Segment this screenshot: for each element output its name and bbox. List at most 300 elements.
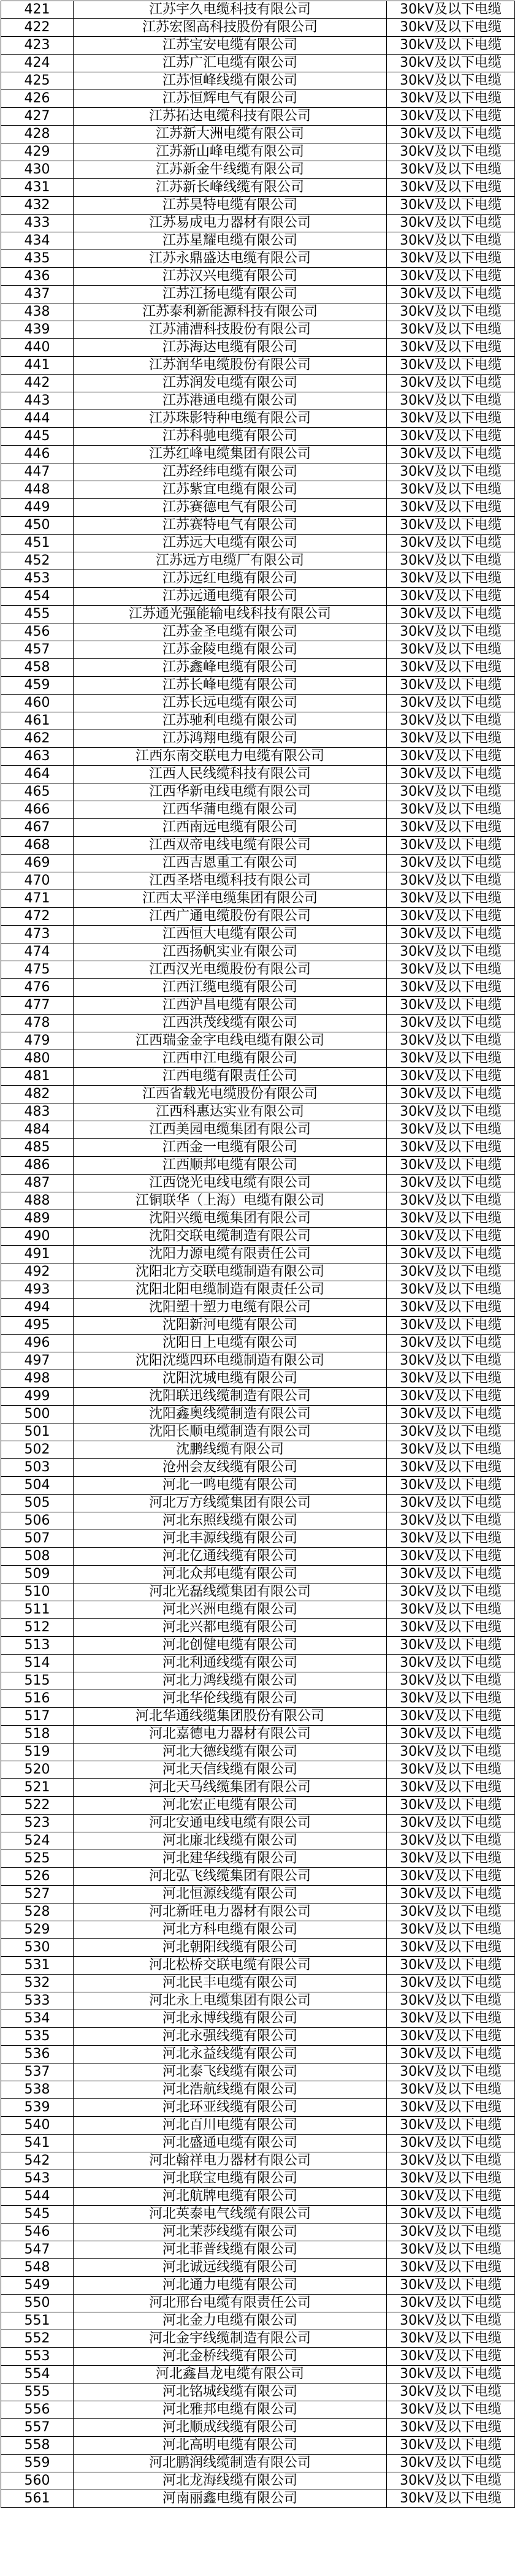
row-number: 505 [1,1495,74,1512]
company-name: 河北恒源线缆有限公司 [74,1886,387,1903]
table-row [1,1317,515,1335]
company-name: 江西沪昌电缆有限公司 [74,997,387,1015]
row-number: 483 [1,1103,74,1121]
row-number: 453 [1,570,74,588]
table-row [1,179,515,197]
product-category: 30kV及以下电缆 [387,855,515,872]
row-number: 500 [1,1406,74,1423]
company-name: 江西太平洋电缆集团有限公司 [74,890,387,908]
company-name: 沈阳沈缆四环电缆制造有限公司 [74,1352,387,1370]
row-number: 510 [1,1583,74,1601]
company-name: 河北永博线缆有限公司 [74,2010,387,2028]
product-category: 30kV及以下电缆 [387,90,515,108]
product-category: 30kV及以下电缆 [387,926,515,943]
company-name: 河北光磊线缆集团有限公司 [74,1583,387,1601]
row-number: 558 [1,2437,74,2455]
product-category: 30kV及以下电缆 [387,552,515,570]
product-category: 30kV及以下电缆 [387,1655,515,1672]
product-category: 30kV及以下电缆 [387,819,515,837]
product-category: 30kV及以下电缆 [387,2472,515,2490]
table-row [1,1192,515,1210]
row-number: 559 [1,2455,74,2472]
table-row [1,446,515,463]
row-number: 537 [1,2063,74,2081]
row-number: 481 [1,1068,74,1086]
company-name: 江西申江电缆有限公司 [74,1050,387,1068]
table-row [1,623,515,641]
product-category: 30kV及以下电缆 [387,1530,515,1548]
product-category: 30kV及以下电缆 [387,1939,515,1957]
row-number: 544 [1,2188,74,2206]
company-name: 河北鹏润线缆制造有限公司 [74,2455,387,2472]
row-number: 473 [1,926,74,943]
company-name: 江苏鸿翔电缆有限公司 [74,730,387,748]
table-row [1,1139,515,1157]
table-row [1,730,515,748]
table-row [1,1743,515,1761]
table-row [1,2419,515,2437]
company-name: 河北顺成线缆有限公司 [74,2419,387,2437]
row-number: 449 [1,499,74,517]
product-category: 30kV及以下电缆 [387,1175,515,1192]
row-number: 527 [1,1886,74,1903]
product-category: 30kV及以下电缆 [387,1299,515,1317]
product-category: 30kV及以下电缆 [387,730,515,748]
product-category: 30kV及以下电缆 [387,2170,515,2188]
product-category: 30kV及以下电缆 [387,1281,515,1299]
row-number: 546 [1,2224,74,2241]
company-name: 江苏长远电缆有限公司 [74,695,387,712]
product-category: 30kV及以下电缆 [387,1086,515,1103]
product-category: 30kV及以下电缆 [387,1015,515,1032]
company-name: 江西圣塔电缆科技有限公司 [74,872,387,890]
company-name: 沈阳新河电缆有限公司 [74,1317,387,1335]
company-name: 江苏新长峰线缆有限公司 [74,179,387,197]
table-row [1,641,515,659]
table-row [1,1583,515,1601]
row-number: 433 [1,215,74,232]
row-number: 430 [1,161,74,179]
table-row [1,819,515,837]
company-name: 河北永强线缆有限公司 [74,2028,387,2046]
row-number: 538 [1,2081,74,2099]
product-category: 30kV及以下电缆 [387,303,515,321]
company-name: 江西汉光电缆股份有限公司 [74,961,387,979]
product-category: 30kV及以下电缆 [387,1779,515,1797]
row-number: 494 [1,1299,74,1317]
table-row [1,2259,515,2277]
row-number: 550 [1,2295,74,2312]
company-name: 沈阳交联电缆制造有限公司 [74,1228,387,1246]
product-category: 30kV及以下电缆 [387,2188,515,2206]
company-name: 江西扬帆实业有限公司 [74,943,387,961]
row-number: 470 [1,872,74,890]
row-number: 435 [1,250,74,268]
company-name: 江苏昊特电缆有限公司 [74,197,387,215]
row-number: 530 [1,1939,74,1957]
row-number: 523 [1,1815,74,1832]
product-category: 30kV及以下电缆 [387,1210,515,1228]
company-name: 河北万方线缆集团有限公司 [74,1495,387,1512]
company-name: 江西华蒲电缆有限公司 [74,801,387,819]
row-number: 487 [1,1175,74,1192]
table-row [1,268,515,286]
company-name: 河北创健电缆有限公司 [74,1637,387,1655]
company-name: 江西省载光电缆股份有限公司 [74,1086,387,1103]
table-row [1,2384,515,2401]
product-category: 30kV及以下电缆 [387,72,515,90]
product-category: 30kV及以下电缆 [387,1335,515,1352]
product-category: 30kV及以下电缆 [387,1601,515,1619]
company-name: 江苏长峰电缆有限公司 [74,677,387,695]
row-number: 522 [1,1797,74,1815]
product-category: 30kV及以下电缆 [387,143,515,161]
company-name: 河北兴洲电缆有限公司 [74,1601,387,1619]
table-row [1,1815,515,1832]
row-number: 440 [1,339,74,357]
row-number: 560 [1,2472,74,2490]
table-row [1,1459,515,1477]
product-category: 30kV及以下电缆 [387,215,515,232]
company-name: 江铜联华（上海）电缆有限公司 [74,1192,387,1210]
table-row [1,286,515,303]
table-row [1,783,515,801]
company-name: 河北铭城线缆有限公司 [74,2384,387,2401]
company-name: 江西南远电缆有限公司 [74,819,387,837]
row-number: 489 [1,1210,74,1228]
row-number: 466 [1,801,74,819]
product-category: 30kV及以下电缆 [387,588,515,606]
product-category: 30kV及以下电缆 [387,1992,515,2010]
table-row [1,926,515,943]
product-category: 30kV及以下电缆 [387,2117,515,2135]
row-number: 427 [1,108,74,126]
company-name: 河北安通电线电缆有限公司 [74,1815,387,1832]
product-category: 30kV及以下电缆 [387,161,515,179]
product-category: 30kV及以下电缆 [387,1797,515,1815]
table-row [1,250,515,268]
company-name: 江西科惠达实业有限公司 [74,1103,387,1121]
company-name: 江苏新山峰电缆有限公司 [74,143,387,161]
table-row [1,2063,515,2081]
row-number: 552 [1,2330,74,2348]
product-category: 30kV及以下电缆 [387,499,515,517]
row-number: 504 [1,1477,74,1495]
company-name: 河北龙海线缆有限公司 [74,2472,387,2490]
company-name: 沈鹏线缆有限公司 [74,1441,387,1459]
product-category: 30kV及以下电缆 [387,1423,515,1441]
table-row [1,1992,515,2010]
company-name: 河北建华线缆有限公司 [74,1850,387,1868]
row-number: 548 [1,2259,74,2277]
table-row [1,2330,515,2348]
row-number: 426 [1,90,74,108]
product-category: 30kV及以下电缆 [387,179,515,197]
row-number: 423 [1,37,74,55]
row-number: 462 [1,730,74,748]
company-name: 江苏科驰电缆有限公司 [74,428,387,446]
row-number: 444 [1,410,74,428]
row-number: 424 [1,55,74,72]
table-row [1,1566,515,1583]
table-row [1,1,515,19]
product-category: 30kV及以下电缆 [387,979,515,997]
row-number: 478 [1,1015,74,1032]
table-row [1,126,515,143]
company-name: 沈阳鑫奥线缆制造有限公司 [74,1406,387,1423]
product-category: 30kV及以下电缆 [387,1975,515,1992]
row-number: 524 [1,1832,74,1850]
row-number: 460 [1,695,74,712]
company-name: 沈阳北方交联电缆制造有限公司 [74,1263,387,1281]
product-category: 30kV及以下电缆 [387,1246,515,1263]
row-number: 508 [1,1548,74,1566]
row-number: 443 [1,392,74,410]
product-category: 30kV及以下电缆 [387,232,515,250]
product-category: 30kV及以下电缆 [387,1103,515,1121]
company-name: 沈阳日上电缆有限公司 [74,1335,387,1352]
product-category: 30kV及以下电缆 [387,890,515,908]
table-row [1,1210,515,1228]
company-name: 河北众邦电缆有限公司 [74,1566,387,1583]
table-row [1,2028,515,2046]
table-row [1,1726,515,1743]
table-row [1,1068,515,1086]
product-category: 30kV及以下电缆 [387,1832,515,1850]
row-number: 507 [1,1530,74,1548]
table-row [1,2472,515,2490]
company-name: 江西饶光电线电缆有限公司 [74,1175,387,1192]
company-name: 河北联宝电缆有限公司 [74,2170,387,2188]
table-row [1,1850,515,1868]
table-row [1,339,515,357]
table-row [1,1086,515,1103]
company-name: 江西华新电线电缆有限公司 [74,783,387,801]
product-category: 30kV及以下电缆 [387,1743,515,1761]
row-number: 479 [1,1032,74,1050]
product-category: 30kV及以下电缆 [387,535,515,552]
supplier-table [1,1,515,2508]
table-row [1,1868,515,1886]
product-category: 30kV及以下电缆 [387,1761,515,1779]
table-row [1,552,515,570]
table-row [1,1939,515,1957]
product-category: 30kV及以下电缆 [387,1619,515,1637]
company-name: 江苏新大洲电缆有限公司 [74,126,387,143]
table-row [1,499,515,517]
product-category: 30kV及以下电缆 [387,2401,515,2419]
row-number: 482 [1,1086,74,1103]
row-number: 442 [1,375,74,392]
table-row [1,1779,515,1797]
product-category: 30kV及以下电缆 [387,108,515,126]
product-category: 30kV及以下电缆 [387,961,515,979]
row-number: 542 [1,2152,74,2170]
company-name: 河北茉莎线缆有限公司 [74,2224,387,2241]
product-category: 30kV及以下电缆 [387,2348,515,2366]
row-number: 518 [1,1726,74,1743]
company-name: 河北方科电缆有限公司 [74,1921,387,1939]
table-row [1,2490,515,2508]
table-row [1,2401,515,2419]
company-name: 河北永益线缆有限公司 [74,2046,387,2063]
company-name: 河北雅邦电缆有限公司 [74,2401,387,2419]
product-category: 30kV及以下电缆 [387,2312,515,2330]
product-category: 30kV及以下电缆 [387,375,515,392]
company-name: 江西美园电缆集团有限公司 [74,1121,387,1139]
product-category: 30kV及以下电缆 [387,997,515,1015]
table-row [1,2046,515,2063]
company-name: 河北永上电缆集团有限公司 [74,1992,387,2010]
table-row [1,1032,515,1050]
row-number: 475 [1,961,74,979]
product-category: 30kV及以下电缆 [387,1317,515,1335]
company-name: 江苏宏图高科技股份有限公司 [74,19,387,37]
table-row [1,1797,515,1815]
product-category: 30kV及以下电缆 [387,695,515,712]
product-category: 30kV及以下电缆 [387,1032,515,1050]
table-row [1,1690,515,1708]
product-category: 30kV及以下电缆 [387,2330,515,2348]
product-category: 30kV及以下电缆 [387,2135,515,2152]
company-name: 河北亿通线缆有限公司 [74,1548,387,1566]
row-number: 468 [1,837,74,855]
company-name: 江苏恒峰线缆有限公司 [74,72,387,90]
row-number: 431 [1,179,74,197]
product-category: 30kV及以下电缆 [387,286,515,303]
row-number: 515 [1,1672,74,1690]
table-row [1,748,515,766]
row-number: 533 [1,1992,74,2010]
table-row [1,215,515,232]
company-name: 河北松桥交联电缆有限公司 [74,1957,387,1975]
company-name: 江西广通电缆股份有限公司 [74,908,387,926]
table-row [1,1601,515,1619]
row-number: 545 [1,2206,74,2224]
row-number: 532 [1,1975,74,1992]
table-row [1,1406,515,1423]
product-category: 30kV及以下电缆 [387,1637,515,1655]
row-number: 469 [1,855,74,872]
table-row [1,2312,515,2330]
company-name: 江苏鑫峰电缆有限公司 [74,659,387,677]
company-name: 江苏赛德电气有限公司 [74,499,387,517]
product-category: 30kV及以下电缆 [387,872,515,890]
table-row [1,1921,515,1939]
table-row [1,2081,515,2099]
table-row [1,2241,515,2259]
product-category: 30kV及以下电缆 [387,446,515,463]
row-number: 461 [1,712,74,730]
row-number: 498 [1,1370,74,1388]
table-row [1,2010,515,2028]
company-name: 河北诚远线缆有限公司 [74,2259,387,2277]
product-category: 30kV及以下电缆 [387,2437,515,2455]
company-name: 河北百川电缆有限公司 [74,2117,387,2135]
row-number: 459 [1,677,74,695]
product-category: 30kV及以下电缆 [387,481,515,499]
company-name: 河北华伦线缆有限公司 [74,1690,387,1708]
company-name: 江苏经纬电缆有限公司 [74,463,387,481]
table-row [1,1975,515,1992]
row-number: 543 [1,2170,74,2188]
product-category: 30kV及以下电缆 [387,250,515,268]
table-row [1,588,515,606]
table-row [1,2295,515,2312]
product-category: 30kV及以下电缆 [387,1850,515,1868]
product-category: 30kV及以下电缆 [387,37,515,55]
row-number: 476 [1,979,74,997]
table-row [1,2170,515,2188]
table-row [1,2206,515,2224]
row-number: 497 [1,1352,74,1370]
row-number: 465 [1,783,74,801]
table-row [1,837,515,855]
table-row [1,1352,515,1370]
product-category: 30kV及以下电缆 [387,1192,515,1210]
row-number: 467 [1,819,74,837]
supplier-table-body [1,1,515,2508]
company-name: 河北通力电缆有限公司 [74,2277,387,2295]
company-name: 河北廉北线缆有限公司 [74,1832,387,1850]
table-row [1,1672,515,1690]
row-number: 547 [1,2241,74,2259]
product-category: 30kV及以下电缆 [387,1512,515,1530]
row-number: 458 [1,659,74,677]
row-number: 445 [1,428,74,446]
row-number: 450 [1,517,74,535]
company-name: 江苏新金牛线缆有限公司 [74,161,387,179]
table-row [1,463,515,481]
product-category: 30kV及以下电缆 [387,908,515,926]
table-row [1,108,515,126]
company-name: 江苏远红电缆有限公司 [74,570,387,588]
table-row [1,1903,515,1921]
table-row [1,428,515,446]
table-row [1,1175,515,1192]
product-category: 30kV及以下电缆 [387,2152,515,2170]
company-name: 江西江缆电缆有限公司 [74,979,387,997]
product-category: 30kV及以下电缆 [387,19,515,37]
table-row [1,570,515,588]
table-row [1,712,515,730]
company-name: 江西人民线缆科技有限公司 [74,766,387,783]
table-row [1,1441,515,1459]
company-name: 江苏永鼎盛达电缆有限公司 [74,250,387,268]
product-category: 30kV及以下电缆 [387,1228,515,1246]
table-row [1,1886,515,1903]
row-number: 471 [1,890,74,908]
product-category: 30kV及以下电缆 [387,1583,515,1601]
table-row [1,19,515,37]
product-category: 30kV及以下电缆 [387,1459,515,1477]
row-number: 439 [1,321,74,339]
row-number: 456 [1,623,74,641]
row-number: 514 [1,1655,74,1672]
row-number: 486 [1,1157,74,1175]
product-category: 30kV及以下电缆 [387,1263,515,1281]
row-number: 519 [1,1743,74,1761]
company-name: 河北鑫昌龙电缆有限公司 [74,2366,387,2384]
company-name: 沈阳兴缆电缆集团有限公司 [74,1210,387,1228]
row-number: 463 [1,748,74,766]
table-row [1,801,515,819]
table-row [1,695,515,712]
table-row [1,72,515,90]
row-number: 528 [1,1903,74,1921]
company-name: 江苏远方电缆厂有限公司 [74,552,387,570]
row-number: 477 [1,997,74,1015]
